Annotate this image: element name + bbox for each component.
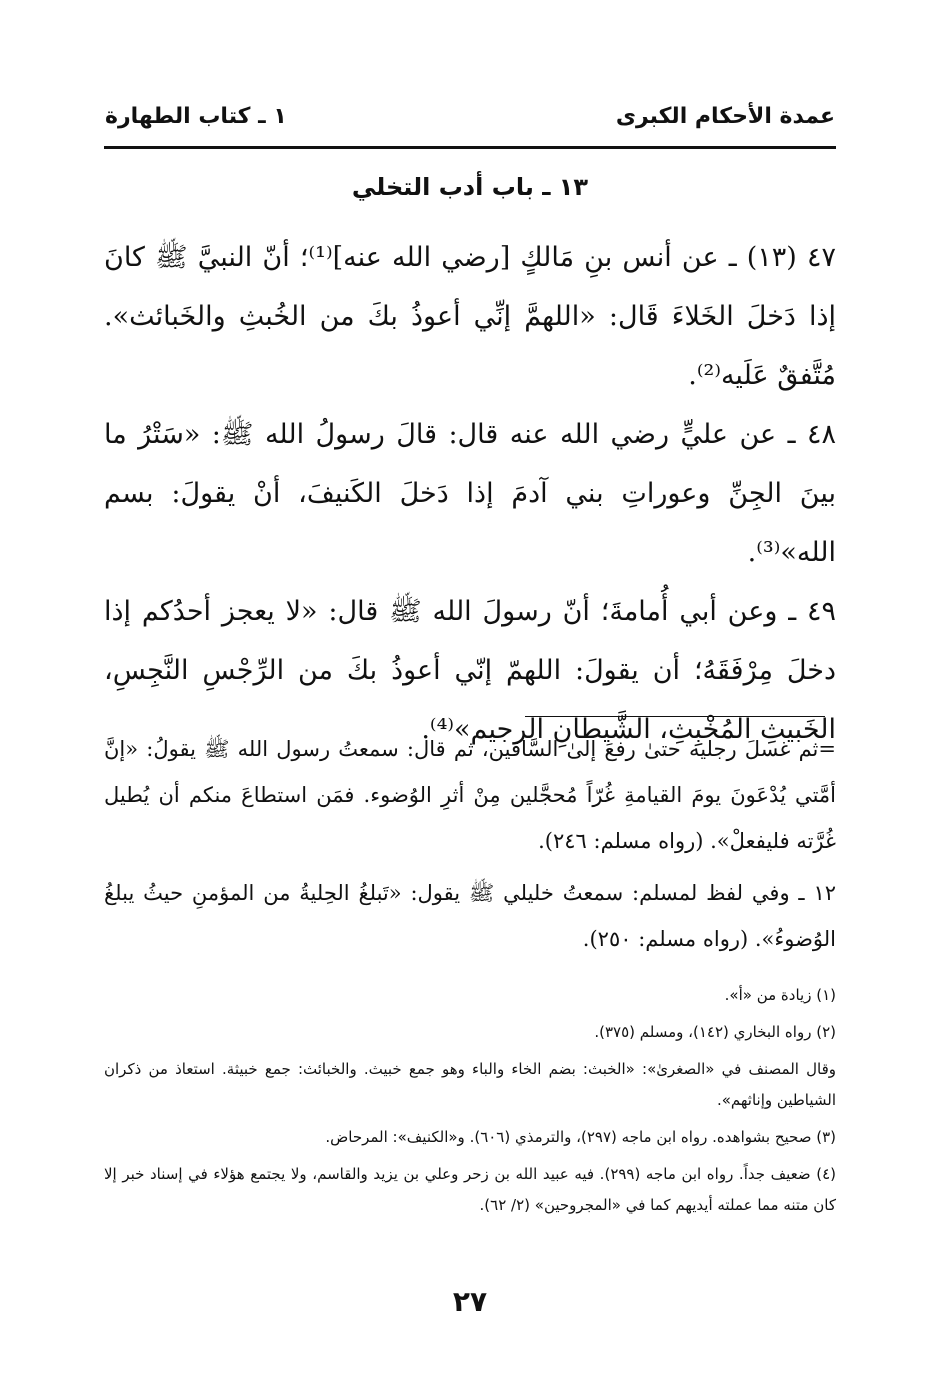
footnote-1: (١) زيادة من «أ».: [724, 986, 836, 1004]
footnote-4: (٤) ضعيف جداً. رواه ابن ماجه (٢٩٩). فيه عبيد الله بن زحر وعلي بن يزيد والقاسم، ولا يجتمع هؤلاء في إسناد خبر إلا كان متنه مما عملته أيديهم كما في «المجروحين» (٢/ ٦٢).: [104, 1165, 836, 1214]
book-title: عمدة الأحكام الكبرى: [615, 104, 835, 129]
hadith-body: [104, 228, 836, 759]
continued-note: ١٢ ـ وفي لفظ لمسلم: سمعتُ خليلي ﷺ يقول: «تَبلغُ الحِليةُ من المؤمنِ حيثُ يبلغُ الوُضوءُ». (رواه مسلم: ٢٥٠).: [104, 881, 836, 951]
footnote-separator: [525, 716, 825, 717]
footnote-3: (٣) صحيح بشواهده. رواه ابن ماجه (٢٩٧)، والترمذي (٦٠٦). و«الكنيف»: المرحاض.: [325, 1128, 836, 1146]
continued-note: =ثم غسلَ رجليه حتىٰ رفعَ إلىٰ السَّاقين، ثم قال: سمعتُ رسول الله ﷺ يقولُ: «إنَّ أمَّتي يُدْعَونَ يومَ القيامةِ غُرّاً مُحجَّلين مِنْ أثرِ الوُضوء. فمَن استطاعَ منكم أن يُطيل غُرَّته فليفعلْ». (رواه مسلم: ٢٤٦).: [104, 737, 836, 853]
section-title: ١ ـ كتاب الطهارة: [105, 104, 287, 129]
footnote-2-comment: وقال المصنف في «الصغرىٰ»: «الخبث: بضم الخاء والباء وهو جمع خبيث. والخبائث: جمع خبيثة. استعاذ من ذكران الشياطين وإناثهم».: [104, 1060, 836, 1109]
footnote-2: (٢) رواه البخاري (١٤٢)، ومسلم (٣٧٥).: [594, 1023, 836, 1041]
page-number: ٢٧: [452, 1285, 488, 1318]
footnotes: [104, 980, 836, 1227]
hadith-48: ٤٨ ـ عن عليٍّ رضي الله عنه قال: قالَ رسولُ الله ﷺ: «سَتْرُ ما بينَ الجِنِّ وعوراتِ بني آدمَ إذا دَخلَ الكَنيفَ، أنْ يقولَ: بسم الله»⁽³⁾.: [104, 419, 836, 568]
header-rule: [104, 146, 836, 149]
continued-notes: [104, 726, 836, 968]
chapter-title: ١٣ ـ باب أدب التخلي: [351, 173, 589, 201]
hadith-49: ٤٩ ـ وعن أبي أُمامةَ؛ أنّ رسولَ الله ﷺ قال: «لا يعجز أحدُكم إذا دخلَ مِرْفَقَهُ؛ أن يقولَ: اللهمّ إنّي أعوذُ بكَ من الرِّجْسِ النَّجِسِ، الخَبيثِ المُخْبِثِ، الشَّيطانِ الرجيم»⁽⁴⁾.: [104, 596, 836, 745]
hadith-47: ٤٧ (١٣) ـ عن أنس بنِ مَالكٍ [رضي الله عنه]⁽¹⁾؛ أنّ النبيَّ ﷺ كانَ إذا دَخلَ الخَلاءَ قَال: «اللهمَّ إنِّي أعوذُ بكَ من الخُبثِ والخَبائث». مُتَّفقٌ عَلَيه⁽²⁾.: [104, 242, 836, 391]
running-header: [105, 104, 835, 129]
